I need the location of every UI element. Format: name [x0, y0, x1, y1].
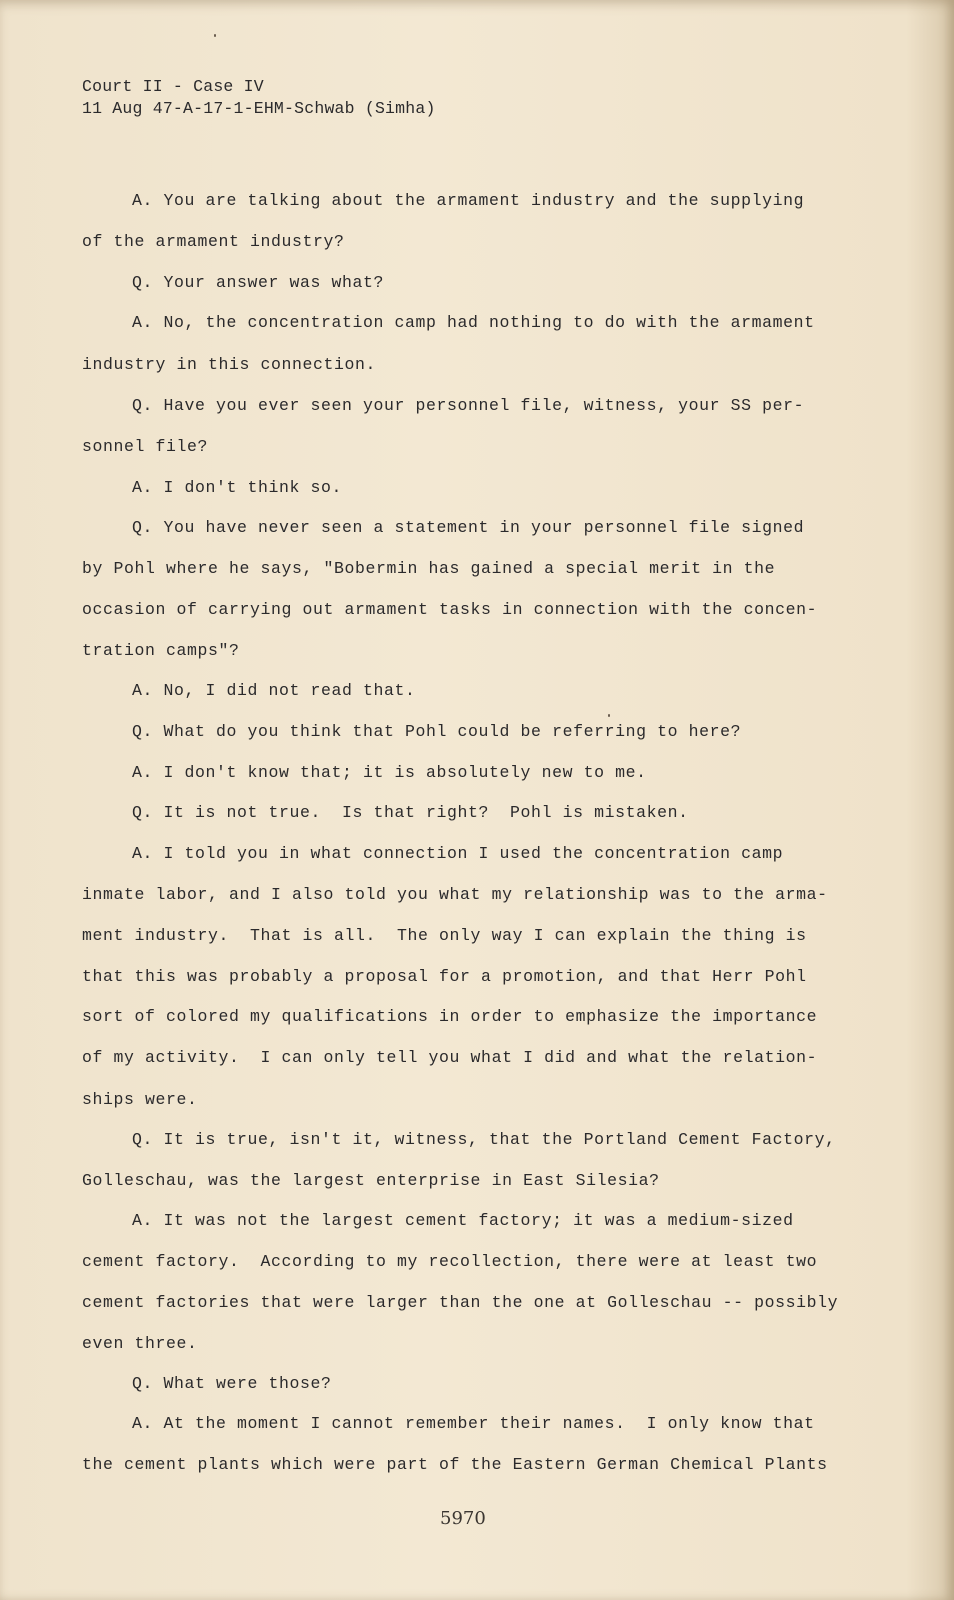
transcript-line: A. No, I did not read that. [132, 681, 416, 700]
paper-speck [608, 714, 610, 717]
transcript-line: Q. What were those? [132, 1374, 332, 1393]
transcript-line: Q. Your answer was what? [132, 273, 385, 292]
header-court-case: Court II - Case IV [82, 77, 264, 96]
transcript-line: Q. It is not true. Is that right? Pohl is mistaken. [132, 803, 689, 822]
transcript-line: A. At the moment I cannot remember their names. I only know that [132, 1414, 815, 1433]
transcript-line: A. You are talking about the armament industry and the supplying [132, 191, 805, 210]
transcript-line: Q. You have never seen a statement in your personnel file signed [132, 518, 805, 537]
transcript-line: that this was probably a proposal for a promotion, and that Herr Pohl [82, 967, 807, 986]
transcript-line: ment industry. That is all. The only way I can explain the thing is [82, 926, 807, 945]
transcript-line: Q. What do you think that Pohl could be referring to here? [132, 722, 742, 741]
transcript-line: Q. Have you ever seen your personnel file, witness, your SS per- [132, 396, 805, 415]
transcript-line: Golleschau, was the largest enterprise in East Silesia? [82, 1171, 660, 1190]
transcript-line: A. I told you in what connection I used the concentration camp [132, 844, 784, 863]
transcript-line: A. I don't know that; it is absolutely new to me. [132, 763, 647, 782]
transcript-line: tration camps"? [82, 641, 240, 660]
transcript-line: sonnel file? [82, 437, 209, 456]
transcript-line: the cement plants which were part of the Eastern German Chemical Plants [82, 1455, 828, 1474]
transcript-line: inmate labor, and I also told you what my relationship was to the arma- [82, 885, 828, 904]
transcript-line: of the armament industry? [82, 232, 345, 251]
header-reference: 11 Aug 47-A-17-1-EHM-Schwab (Simha) [82, 99, 436, 118]
transcript-line: cement factory. According to my recollection, there were at least two [82, 1252, 818, 1271]
transcript-line: by Pohl where he says, "Bobermin has gained a special merit in the [82, 559, 776, 578]
transcript-line: sort of colored my qualifications in order to emphasize the importance [82, 1007, 818, 1026]
transcript-line: ships were. [82, 1090, 198, 1109]
document-header [82, 76, 436, 120]
transcript-line: A. It was not the largest cement factory; it was a medium-sized [132, 1211, 794, 1230]
paper-speck [214, 34, 216, 37]
transcript-line: A. No, the concentration camp had nothing to do with the armament [132, 313, 815, 332]
transcript-line: of my activity. I can only tell you what I did and what the relation- [82, 1048, 818, 1067]
transcript-line: Q. It is true, isn't it, witness, that the Portland Cement Factory, [132, 1130, 836, 1149]
page-number: 5970 [440, 1508, 486, 1529]
transcript-line: cement factories that were larger than the one at Golleschau -- possibly [82, 1293, 839, 1312]
transcript-line: even three. [82, 1334, 198, 1353]
transcript-line: A. I don't think so. [132, 478, 343, 497]
transcript-line: occasion of carrying out armament tasks in connection with the concen- [82, 600, 818, 619]
transcript-line: industry in this connection. [82, 355, 377, 374]
